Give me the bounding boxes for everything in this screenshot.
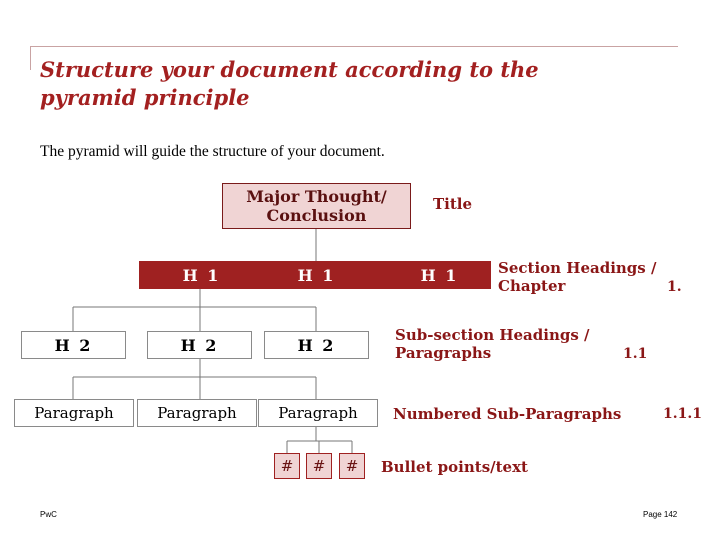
label-subsection-headings-line1: Sub-section Headings /	[395, 326, 590, 344]
paragraph-node: Paragraph	[258, 399, 378, 427]
paragraph-node: Paragraph	[137, 399, 257, 427]
label-bullet-points: Bullet points/text	[381, 458, 528, 476]
h2-node: H 2	[21, 331, 126, 359]
label-numbered-subparagraphs: Numbered Sub-Paragraphs	[393, 405, 622, 423]
label-section-headings-line2: Chapter	[498, 277, 566, 295]
label-title: Title	[433, 195, 473, 213]
label-section-headings-line1: Section Headings /	[498, 259, 657, 277]
bullet-node: #	[339, 453, 365, 479]
paragraph-node: Paragraph	[14, 399, 134, 427]
h1-node: H 1	[297, 265, 336, 285]
label-subparagraph-number: 1.1.1	[663, 406, 702, 422]
h2-node: H 2	[147, 331, 252, 359]
slide-title-line2: pyramid principle	[40, 85, 250, 110]
bullet-node: #	[306, 453, 332, 479]
major-thought-box	[222, 183, 411, 229]
slide-subtitle: The pyramid will guide the structure of your document.	[40, 143, 385, 160]
major-thought-line1: Major Thought/	[246, 187, 387, 206]
footer-brand: PwC	[40, 510, 57, 519]
footer-page-number: Page 142	[643, 510, 678, 519]
bullet-node: #	[274, 453, 300, 479]
h1-node: H 1	[420, 265, 459, 285]
h1-node: H 1	[182, 265, 221, 285]
label-section-number: 1.	[667, 279, 682, 295]
major-thought-line2: Conclusion	[266, 206, 367, 225]
slide-title-line1: Structure your document according to the	[40, 57, 539, 82]
label-subsection-number: 1.1	[623, 346, 648, 362]
h2-node: H 2	[264, 331, 369, 359]
label-subsection-headings-line2: Paragraphs	[395, 344, 492, 362]
